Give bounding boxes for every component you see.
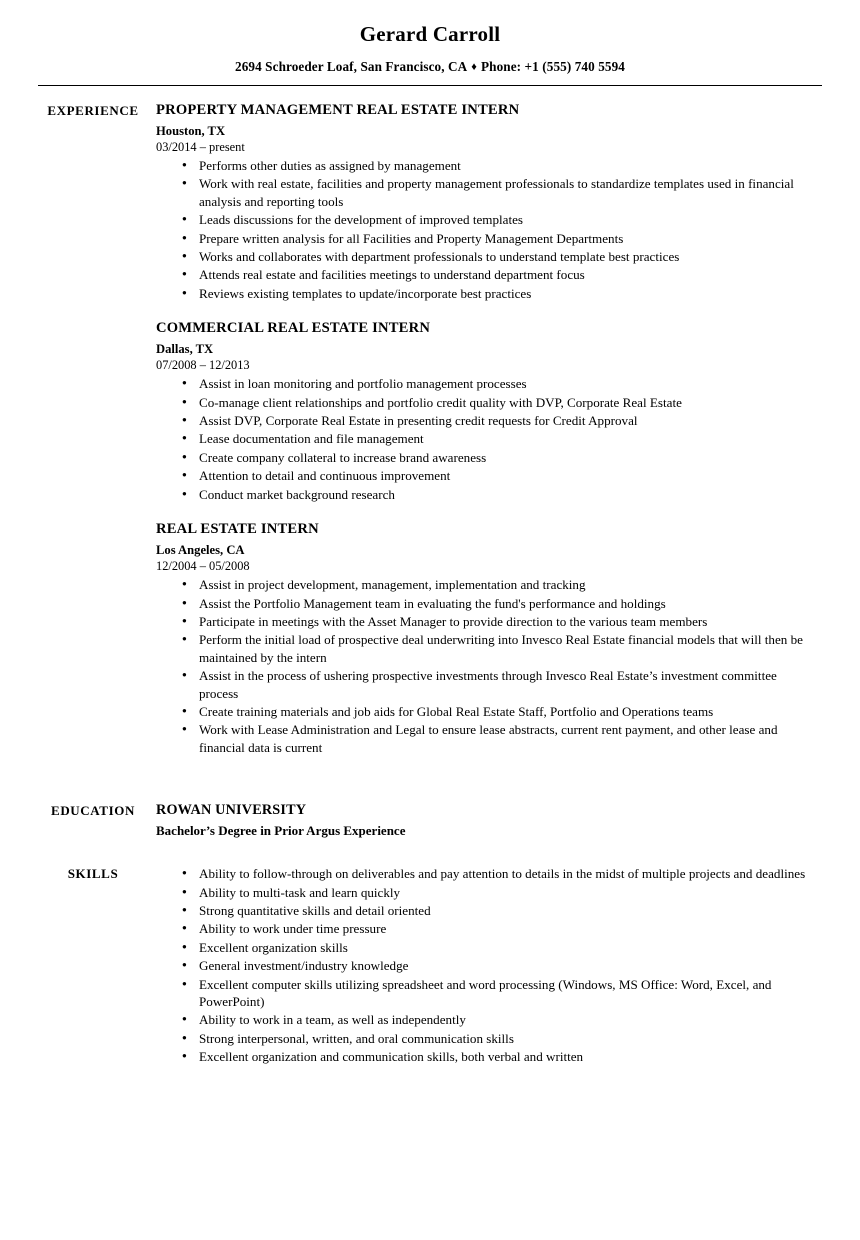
- contact-line: [0, 59, 860, 75]
- section-skills: [34, 865, 808, 1066]
- job-bullet: ● Co-manage client relationships and portfolio credit quality with DVP, Corporate Real Estate: [182, 394, 808, 411]
- job-bullet: ● Assist in project development, management, implementation and tracking: [182, 576, 808, 593]
- job-bullet: ● Conduct market background research: [182, 486, 808, 503]
- spacer-experience-education: [34, 774, 808, 802]
- job-bullet: ● Works and collaborates with department professionals to understand template best practices: [182, 248, 808, 265]
- job-bullet-list: [156, 157, 808, 302]
- job-bullet: ● Create company collateral to increase brand awareness: [182, 449, 808, 466]
- candidate-name: Gerard Carroll: [359, 22, 501, 46]
- skill-bullet: ● General investment/industry knowledge: [182, 957, 808, 974]
- job-bullet: ● Reviews existing templates to update/incorporate best practices: [182, 285, 808, 302]
- skill-bullet: ● Ability to work in a team, as well as independently: [182, 1011, 808, 1028]
- job-title: COMMERCIAL REAL ESTATE INTERN: [156, 320, 431, 337]
- job-entry: [156, 102, 808, 302]
- skill-bullet: ● Ability to multi-task and learn quickly: [182, 884, 808, 901]
- job-entry: [156, 521, 808, 756]
- candidate-address: 2694 Schroeder Loaf, San Francisco, CA: [235, 59, 468, 74]
- job-bullet: ● Attends real estate and facilities meetings to understand department focus: [182, 266, 808, 283]
- skill-bullet: ● Ability to follow-through on deliverables and pay attention to details in the midst of multiple projects and deadlines: [182, 865, 808, 882]
- job-bullet: ● Assist the Portfolio Management team in evaluating the fund's performance and holdings: [182, 595, 808, 612]
- job-location: Dallas, TX: [156, 342, 214, 357]
- education-school: ROWAN UNIVERSITY: [156, 802, 307, 819]
- job-bullet: ● Attention to detail and continuous improvement: [182, 467, 808, 484]
- candidate-phone: Phone: +1 (555) 740 5594: [481, 59, 625, 74]
- section-label-education: EDUCATION: [51, 803, 135, 819]
- job-bullet: ● Participate in meetings with the Asset Manager to provide direction to the various team members: [182, 613, 808, 630]
- education-body: [152, 802, 808, 839]
- job-title: REAL ESTATE INTERN: [156, 521, 319, 538]
- resume-content: [0, 86, 860, 1067]
- skills-bullet-list: [156, 865, 808, 1065]
- section-experience: [34, 102, 808, 774]
- job-entry: [156, 320, 808, 503]
- skill-bullet: ● Excellent organization skills: [182, 939, 808, 956]
- job-dates: 12/2004 – 05/2008: [156, 559, 250, 574]
- job-bullet: ● Leads discussions for the development of improved templates: [182, 211, 808, 228]
- job-bullet-list: [156, 576, 808, 756]
- skill-bullet: ● Strong quantitative skills and detail oriented: [182, 902, 808, 919]
- job-title: PROPERTY MANAGEMENT REAL ESTATE INTERN: [156, 102, 520, 118]
- skill-bullet: ● Excellent computer skills utilizing spreadsheet and word processing (Windows, MS Office: Word, Excel, and PowerPoint): [182, 976, 808, 1011]
- job-bullet: ● Assist in the process of ushering prospective investments through Invesco Real Estate’s investment committee process: [182, 667, 808, 702]
- section-education: [34, 802, 808, 839]
- education-degree: Bachelor’s Degree in Prior Argus Experience: [156, 823, 406, 839]
- section-label-skills: SKILLS: [67, 866, 119, 882]
- skill-bullet: ● Excellent organization and communication skills, both verbal and written: [182, 1048, 808, 1065]
- job-bullet: ● Work with Lease Administration and Legal to ensure lease abstracts, current rent payment, and other lease and financial data is current: [182, 721, 808, 756]
- skill-bullet: ● Strong interpersonal, written, and oral communication skills: [182, 1030, 808, 1047]
- job-bullet: ● Assist in loan monitoring and portfolio management processes: [182, 375, 808, 392]
- job-bullet: ● Create training materials and job aids for Global Real Estate Staff, Portfolio and Operations teams: [182, 703, 808, 720]
- skills-body: [152, 865, 808, 1066]
- job-bullet: ● Performs other duties as assigned by management: [182, 157, 808, 174]
- diamond-separator-icon: ♦: [471, 61, 477, 73]
- resume-header: [0, 0, 860, 86]
- job-bullet-list: [156, 375, 808, 503]
- job-bullet: ● Lease documentation and file management: [182, 430, 808, 447]
- job-bullet: ● Work with real estate, facilities and property management professionals to standardize templates used in financial analysis and reporting tools: [182, 175, 808, 210]
- job-dates: 03/2014 – present: [156, 140, 245, 154]
- experience-body: [152, 102, 808, 774]
- job-bullet: ● Assist DVP, Corporate Real Estate in presenting credit requests for Credit Approval: [182, 412, 808, 429]
- job-bullet: ● Perform the initial load of prospective deal underwriting into Invesco Real Estate financial models that will then be maintained by the intern: [182, 631, 808, 666]
- job-dates: 07/2008 – 12/2013: [156, 358, 250, 373]
- skill-bullet: ● Ability to work under time pressure: [182, 920, 808, 937]
- spacer-education-skills: [34, 839, 808, 865]
- job-location: Houston, TX: [156, 124, 226, 138]
- job-bullet: ● Prepare written analysis for all Facilities and Property Management Departments: [182, 230, 808, 247]
- section-label-experience: EXPERIENCE: [47, 103, 139, 118]
- job-location: Los Angeles, CA: [156, 543, 245, 558]
